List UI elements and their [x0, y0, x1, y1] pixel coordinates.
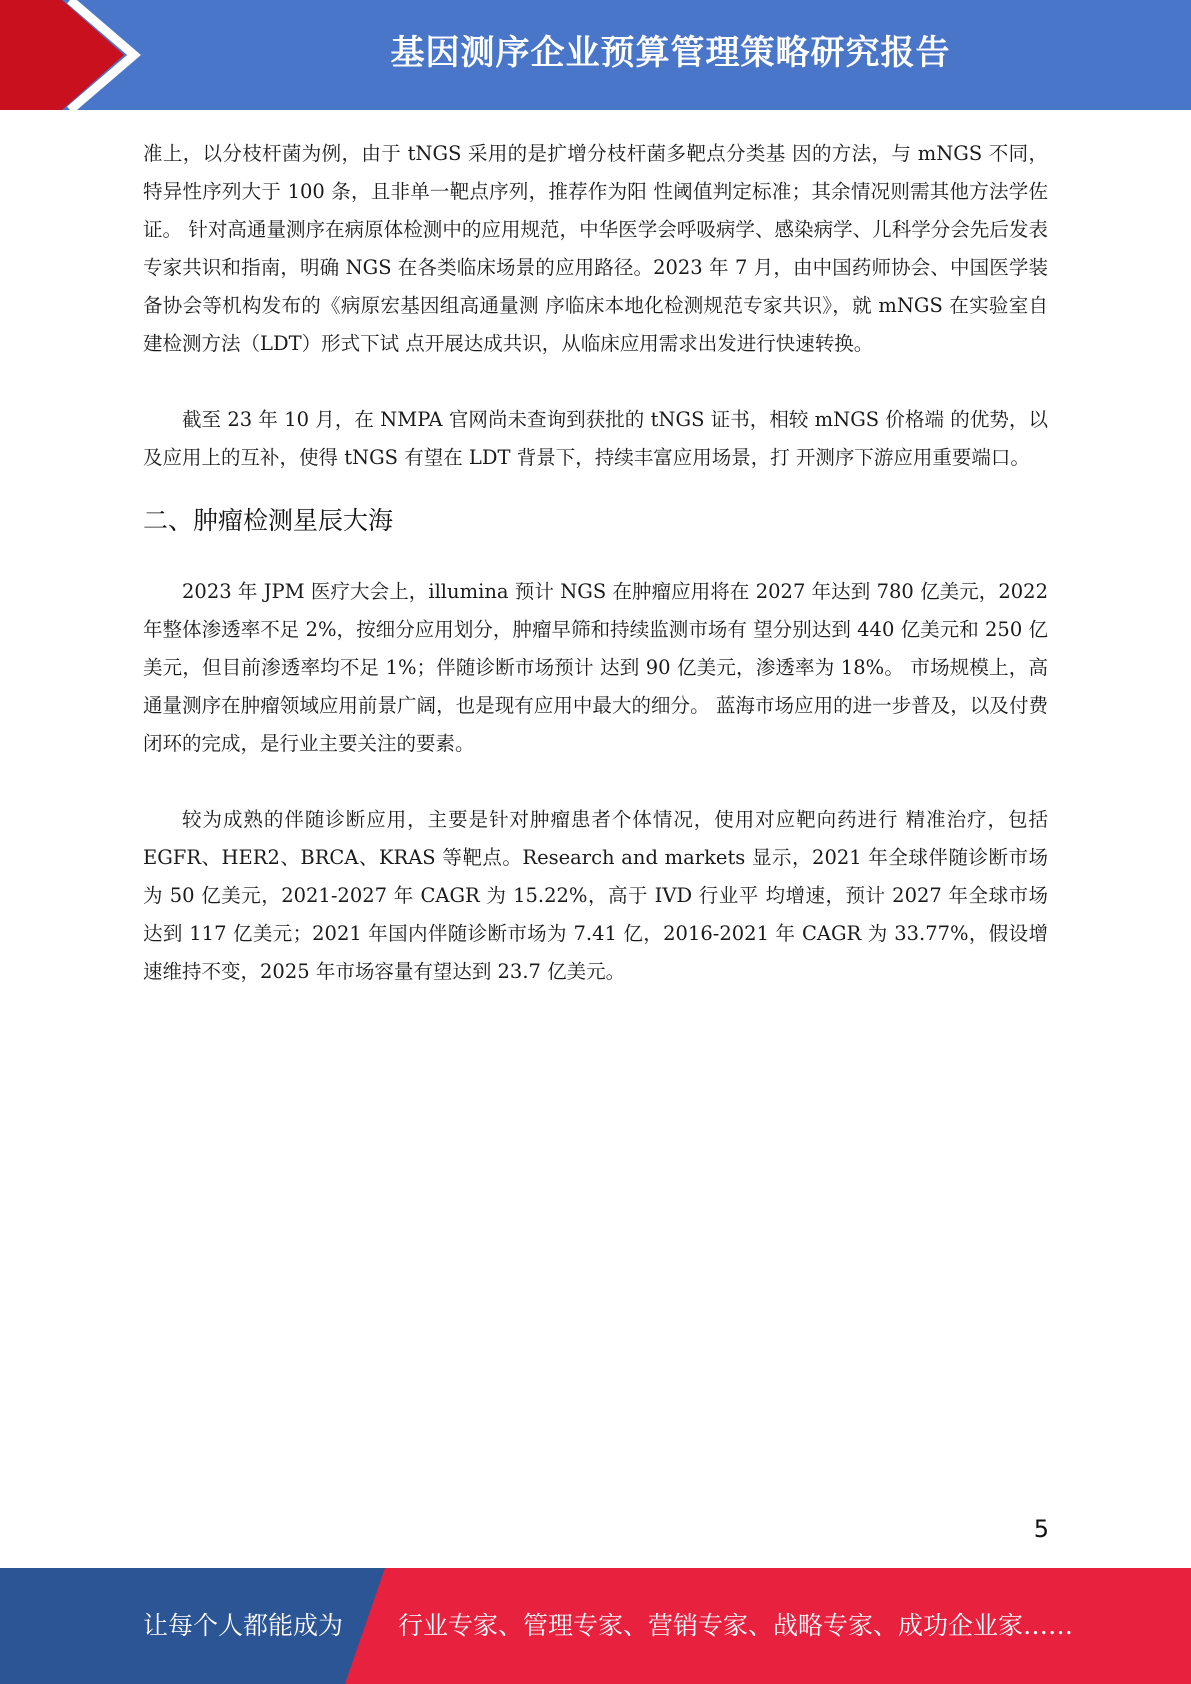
chevron-arrow-icon [0, 0, 160, 110]
main-content [143, 135, 1048, 991]
footer-slogan-right: 行业专家、管理专家、营销专家、战略专家、成功企业家…… [398, 1611, 1074, 1640]
report-title: 基因测序企业预算管理策略研究报告 [390, 33, 951, 73]
paragraph-2: 截至 23 年 10 月，在 NMPA 官网尚未查询到获批的 tNGS 证书，相较 mNGS 价格端 的优势，以及应用上的互补，使得 tNGS 有望在 LDT 背景下，持续丰富应用场景，打 开测序下游应用重要端口。 [143, 408, 1048, 469]
paragraph-3: 2023 年 JPM 医疗大会上，illumina 预计 NGS 在肿瘤应用将在 2027 年达到 780 亿美元，2022 年整体渗透率不足 2%，按细分应用划分，肿瘤早筛和持续监测市场有 望分别达到 440 亿美元和 250 亿美元，但目前渗透率均不足 1%；伴随诊断市场预计 达到 90 亿美元，渗透率为 18%。 市场规模上，高通量测序在肿瘤领域应用前景广阔，也是现有应用中最大的细分。 蓝海市场应用的进一步普及，以及付费闭环的完成，是行业主要关注的要素。 [143, 580, 1048, 755]
header-banner [0, 0, 1191, 110]
footer-banner [0, 1568, 1191, 1684]
page-number: 5 [1033, 1515, 1049, 1543]
paragraph-4: 较为成熟的伴随诊断应用，主要是针对肿瘤患者个体情况，使用对应靶向药进行 精准治疗，包括 EGFR、HER2、BRCA、KRAS 等靶点。Research and markets 显示，2021 年全球伴随诊断市场为 50 亿美元，2021-2027 年 CAGR 为 15.22%，高于 IVD 行业平 均增速，预计 2027 年全球市场达到 117 亿美元；2021 年国内伴随诊断市场为 7.41 亿，2016-2021 年 CAGR 为 33.77%，假设增速维持不变，2025 年市场容量有望达到 23.7 亿美元。 [143, 808, 1048, 983]
section-heading: 二、肿瘤检测星辰大海 [143, 506, 394, 535]
paragraph-1: 准上，以分枝杆菌为例，由于 tNGS 采用的是扩增分枝杆菌多靶点分类基 因的方法，与 mNGS 不同，特异性序列大于 100 条，且非单一靶点序列，推荐作为阳 性阈值判定标准；其余情况则需其他方法学佐证。 针对高通量测序在病原体检测中的应用规范，中华医学会呼吸病学、感染病学、儿科学分会先后发表专家共识和指南，明确 NGS 在各类临床场景的应用路径。2023 年 7 月，由中国药师协会、中国医学装备协会等机构发布的《病原宏基因组高通量测 序临床本地化检测规范专家共识》，就 mNGS 在实验室自建检测方法（LDT）形式下试 点开展达成共识，从临床应用需求出发进行快速转换。 [143, 142, 1048, 355]
footer-slogan-left: 让每个人都能成为 [143, 1611, 344, 1640]
